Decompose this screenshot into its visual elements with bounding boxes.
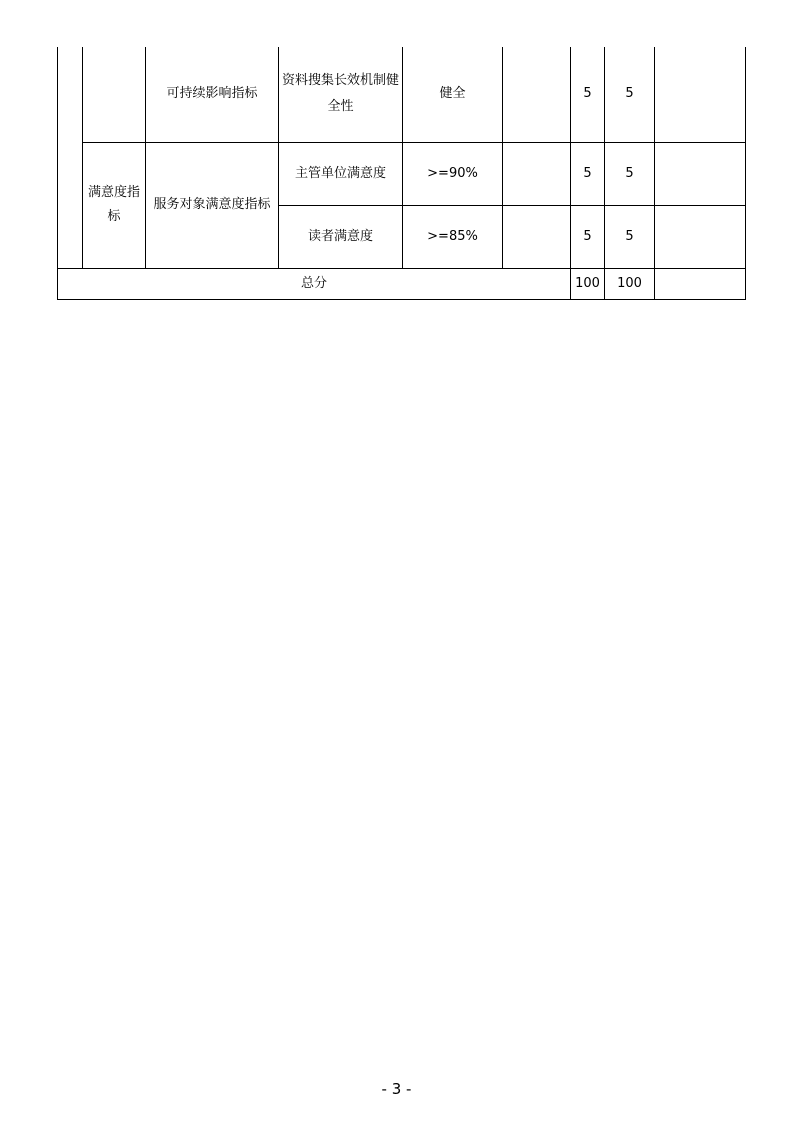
weight-cell: 5 (571, 142, 605, 205)
target-cell: >=85% (403, 205, 503, 268)
score-cell: 5 (605, 142, 655, 205)
remark-cell (655, 205, 746, 268)
target-cell: 健全 (403, 47, 503, 142)
indicator-cell: 资料搜集长效机制健全性 (279, 47, 403, 142)
total-label: 总分 (58, 268, 571, 299)
page-number: - 3 - (381, 1080, 412, 1098)
remark-cell (655, 47, 746, 142)
indicator-cell: 读者满意度 (279, 205, 403, 268)
actual-cell (503, 47, 571, 142)
performance-table (57, 47, 746, 300)
remark-cell (655, 142, 746, 205)
total-score: 100 (605, 268, 655, 299)
weight-cell: 5 (571, 47, 605, 142)
table-row (58, 142, 746, 205)
actual-cell (503, 142, 571, 205)
weight-cell: 5 (571, 205, 605, 268)
total-row (58, 268, 746, 299)
target-cell: >=90% (403, 142, 503, 205)
table-row (58, 47, 746, 142)
score-cell: 5 (605, 47, 655, 142)
level1-cell (58, 47, 83, 268)
score-cell: 5 (605, 205, 655, 268)
level3-cell: 可持续影响指标 (146, 47, 279, 142)
level2-cell (83, 47, 146, 142)
level2-cell: 满意度指标 (83, 142, 146, 268)
total-weight: 100 (571, 268, 605, 299)
actual-cell (503, 205, 571, 268)
indicator-cell: 主管单位满意度 (279, 142, 403, 205)
total-remark (655, 268, 746, 299)
level3-cell: 服务对象满意度指标 (146, 142, 279, 268)
